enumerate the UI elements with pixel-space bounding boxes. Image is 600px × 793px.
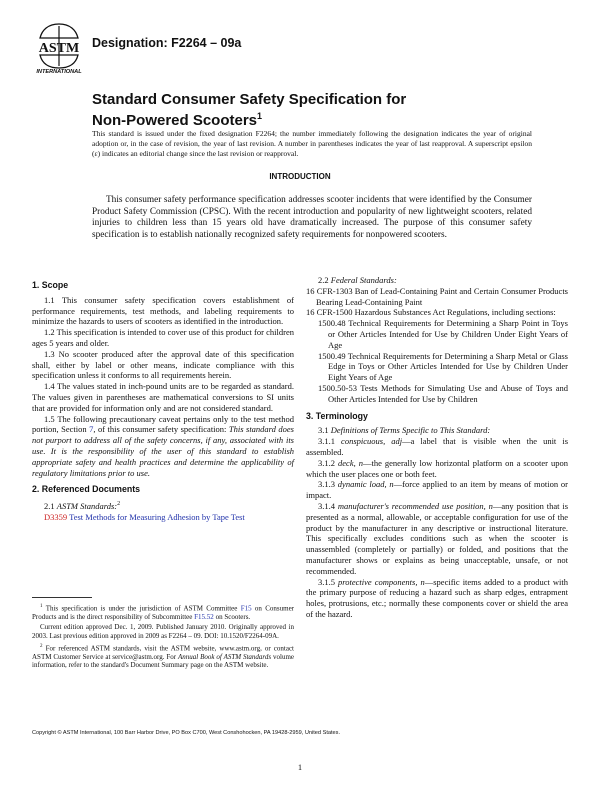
- scope-heading: 1. Scope: [32, 280, 69, 290]
- introduction-heading: INTRODUCTION: [269, 172, 331, 181]
- right-column: [306, 275, 568, 620]
- footnote-2: $^2$ For referenced ASTM standards, visit the ASTM website, www.astm.org, or contact ASTM Customer Service at service@astm.org. For Annual Book of ASTM Standards volume information, refer to the standard's Document Summary page on the ASTM website.: [32, 643, 294, 670]
- title-line-1: Standard Consumer Safety Specification for: [92, 91, 407, 108]
- scope-1-4: 1.4 The values stated in inch-pound units are to be regarded as standard. The values given in parentheses are mathematical conversions to SI units that are provided for information only and are not considered standard.: [32, 381, 294, 413]
- cfr-1303-reference: 16 CFR-1303 Ban of Lead-Containing Paint and Certain Consumer Products Bearing Lead-Containing Paint: [306, 285, 568, 307]
- referenced-documents-heading: 2. Referenced Documents: [32, 484, 141, 495]
- document-title: [92, 91, 406, 129]
- designation: Designation: F2264 – 09a: [92, 36, 242, 50]
- scope-1-5: 1.5 The following precautionary caveat pertains only to the test method portion, Section 7, of this consumer safety specification: This standard does not purport to address all of the safety concerns, if any, associated with its use. It is the responsibility of the user of this standard to establish appropriate safety and health practices and determine the applicability of regulatory limitations prior to use.: [32, 413, 294, 478]
- terminology-heading: 3. Terminology: [306, 410, 368, 421]
- astm-standards-label: 2.1 ASTM Standards:$^2$: [44, 500, 121, 511]
- term-3-1-3: 3.1.3 dynamic load, n—force applied to an item by means of motion or impact.: [306, 479, 568, 501]
- footnote-edition: Current edition approved Dec. 1, 2009. Published January 2010. Originally approved in 2003. Last previous edition approved in 2009 as F2264 – 09. DOI: 10.1520/F2264-09A.: [32, 623, 294, 641]
- scope-1-1: 1.1 This consumer safety specification covers establishment of performance requirements, test methods, and labeling requirements to minimize the hazards to users of scooters as identified in the introduction.: [32, 294, 294, 327]
- section-7-link[interactable]: 7: [89, 424, 94, 435]
- svg-text:ASTM: ASTM: [38, 41, 80, 56]
- term-3-1-1: 3.1.1 conspicuous, adj—a label that is visible when the unit is assembled.: [306, 436, 569, 457]
- scope-1-2: 1.2 This specification is intended to cover use of this product for children ages 5 years and older.: [32, 327, 294, 348]
- d3359-reference: [32, 512, 294, 523]
- footnote-1: $^1$ This specification is under the jurisdiction of ASTM Committee F15 on Consumer Products and is the direct responsibility of Subcommittee F15.52 on Scooters.: [32, 604, 295, 622]
- copyright-line: Copyright © ASTM International, 100 Barr Harbor Drive, PO Box C700, West Conshohocken, PA 19428-2959, United States.: [32, 730, 340, 736]
- scope-1-3: 1.3 No scooter produced after the approval date of this specification shall, either by label or other means, indicate compliance with this specification unless it conforms to all requirements herein.: [32, 348, 294, 381]
- svg-text:INTERNATIONAL: INTERNATIONAL: [36, 69, 82, 74]
- definitions-label: 3.1 Definitions of Terms Specific to This Standard:: [318, 425, 491, 436]
- astm-logo: [30, 22, 88, 74]
- left-column: [32, 280, 294, 523]
- title-line-2: Non-Powered Scooters: [92, 112, 258, 129]
- subcommittee-f15-52-link[interactable]: F15.52: [194, 613, 214, 622]
- d3359-link[interactable]: D3359: [44, 511, 68, 522]
- introduction-body: This consumer safety performance specification addresses scooter incidents that were identified by the Consumer Product Safety Commission (CPSC). With the recent introduction and popularity of new lightweight scooters, related injuries to children less than 15 years old have dramatically increased. The purpose of this consumer safety specification is to establish nationally recognized safety requirements for nonpowered scooters.: [92, 195, 532, 240]
- standard-issuance-note: This standard is issued under the fixed designation F2264; the number immediately following the designation indicates the year of original adoption or, in the case of revision, the year of last revision. A number in parentheses indicates the year of last reapproval. A superscript epsilon (ε) indicates an editorial change since the last revision or reapproval.: [92, 129, 532, 158]
- federal-standards-label: 2.2 Federal Standards:: [318, 275, 397, 285]
- committee-f15-link[interactable]: F15: [240, 604, 252, 613]
- term-3-1-4: 3.1.4 manufacturer's recommended use position, n—any position that is presented as a normal, allowable, or acceptable configuration for use of the product by the manufacturer in any descriptive or instructional literature. This specifically excludes conditions such as when the scooter is unassembled (completely or partially) or folded, and positions that the manufacturer shows or explains as being unacceptable, unsafe, or not recommended.: [306, 500, 568, 576]
- caveat-text: This standard does not purport to address all of the safety concerns, if any, associated with its use. It is the responsibility of the user of this standard to establish appropriate safety and health practices and determine the applicability of regulatory limitations prior to use.: [32, 424, 294, 478]
- section-1500-49: 1500.49 Technical Requirements for Determining a Sharp Metal or Glass Edge in Toys or Other Articles Intended for Use by Children Under Eight Years of Age: [318, 350, 568, 383]
- section-1500-50-53: 1500.50-53 Tests Methods for Simulating Use and Abuse of Toys and Other Articles Intended for Use by Children: [318, 382, 568, 404]
- term-3-1-5: 3.1.5 protective components, n—specific items added to a product with the primary purpose of reducing a hazard such as sharp edges, entrapment holes, protrusions, etc.; normally these components cover or shield the area of the hazard.: [306, 576, 568, 619]
- footnotes: [32, 603, 294, 672]
- d3359-title-link[interactable]: Test Methods for Measuring Adhesion by Tape Test: [69, 511, 245, 522]
- title-footnote-marker: 1: [257, 111, 263, 121]
- footnote-rule: [32, 597, 92, 598]
- cfr-1500-reference: 16 CFR-1500 Hazardous Substances Act Regulations, including sections:: [306, 307, 556, 318]
- page-number: 1: [297, 762, 303, 772]
- section-1500-48: 1500.48 Technical Requirements for Determining a Sharp Point in Toys or Other Articles Intended for Use by Children Under Eight Years of Age: [318, 318, 568, 350]
- term-3-1-2: 3.1.2 deck, n—the generally low horizontal platform on a scooter upon which the user places one or both feet.: [306, 457, 568, 479]
